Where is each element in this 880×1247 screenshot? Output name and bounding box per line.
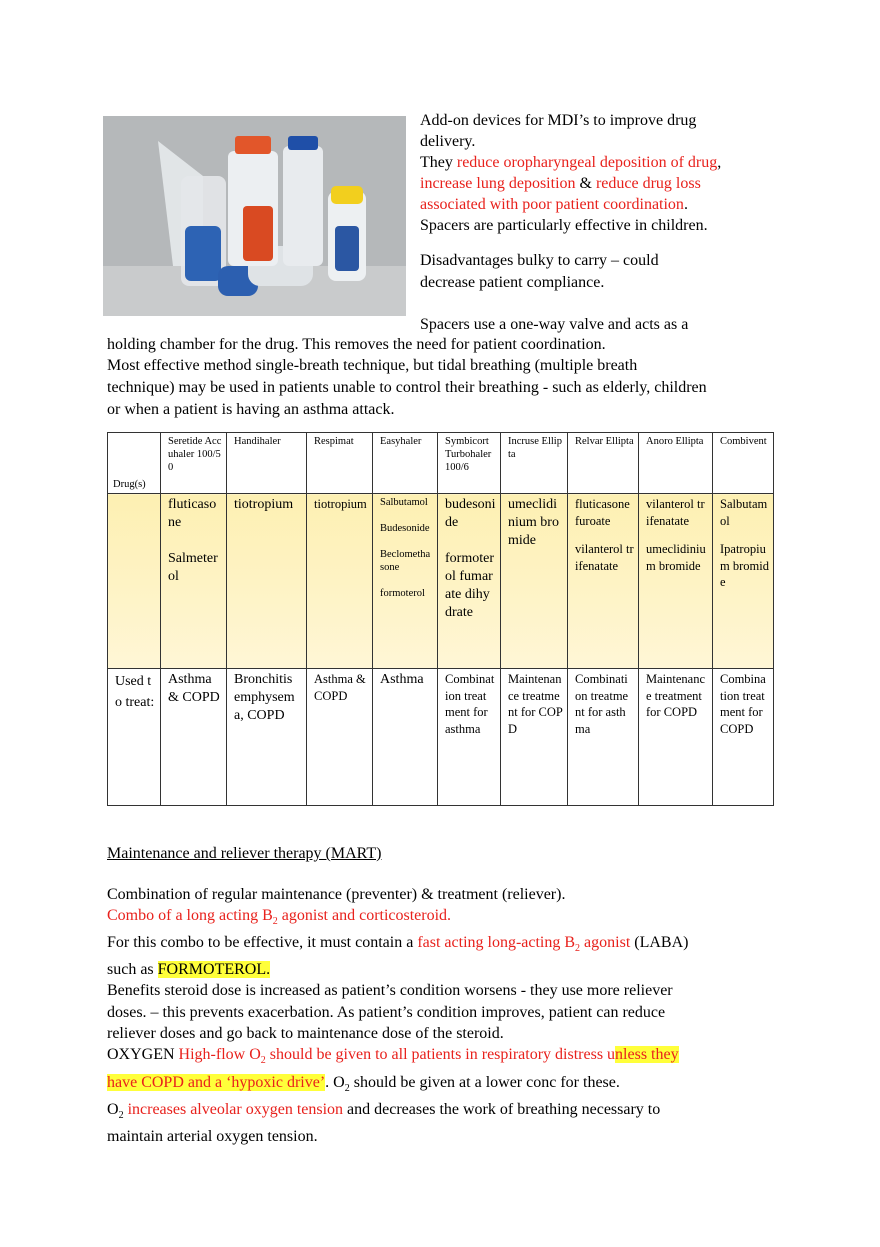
header-cell: Incruse Ellipta bbox=[501, 433, 568, 494]
drug-name: formoterol fumarate dihydrate bbox=[445, 551, 494, 620]
drug-name: Salbutamol bbox=[720, 497, 768, 528]
mart-line-10-red: increases alveolar oxygen tension bbox=[123, 1100, 344, 1118]
spacers-line-4: technique) may be used in patients unable to control their breathing - such as elderly, children bbox=[107, 379, 707, 396]
spacers-line-2: holding chamber for the drug. This removes the need for patient coordination. bbox=[107, 336, 606, 353]
drug-cell bbox=[639, 494, 713, 669]
mart-line-8-highlight: nless they bbox=[615, 1046, 679, 1064]
oxygen-label: OXYGEN bbox=[107, 1046, 179, 1064]
intro-line-1: Add-on devices for MDI’s to improve drug bbox=[420, 112, 697, 129]
spacers-line-1-block bbox=[420, 314, 800, 335]
drug-cell bbox=[438, 494, 501, 669]
used-cell: Asthma & COPD bbox=[307, 669, 373, 806]
spacers-line-5: or when a patient is having an asthma attack. bbox=[107, 401, 395, 418]
drug-name: umeclidinium bromide bbox=[508, 497, 559, 548]
intro-comma: , bbox=[717, 154, 722, 171]
drug-name: Budesonide bbox=[380, 523, 430, 534]
used-cell: Combination treatment for COPD bbox=[713, 669, 774, 806]
mart-line-11: maintain arterial oxygen tension. bbox=[107, 1127, 318, 1145]
inhaler-table bbox=[107, 432, 774, 806]
used-cell: Maintenance treatment for COPD bbox=[639, 669, 713, 806]
mart-line-10 bbox=[107, 1099, 807, 1126]
mart-sub: 2 bbox=[260, 1055, 266, 1067]
intro-line-6: Spacers are particularly effective in children. bbox=[420, 217, 708, 234]
header-cell: Easyhaler bbox=[373, 433, 438, 494]
intro-amp: & bbox=[579, 175, 592, 192]
drug-cell bbox=[227, 494, 307, 669]
drug-name: tiotropium bbox=[314, 497, 367, 511]
intro-line-3 bbox=[420, 152, 790, 173]
table-used-row bbox=[108, 669, 774, 806]
intro-period: . bbox=[683, 196, 688, 213]
mart-sub: 2 bbox=[575, 943, 581, 955]
disadvantages-line-1: Disadvantages bulky to carry – could bbox=[420, 252, 659, 269]
drug-name: fluticasone bbox=[168, 497, 217, 530]
drug-name: formoterol bbox=[380, 588, 425, 599]
mart-line-9b: should be given at a lower conc for these. bbox=[349, 1073, 620, 1091]
spacer-illustration bbox=[103, 116, 406, 316]
mart-line-6: doses. – this prevents exacerbation. As patient’s condition improves, patient can reduce bbox=[107, 1004, 666, 1022]
table-drugs-row bbox=[108, 494, 774, 669]
mart-line-10a: O bbox=[107, 1100, 119, 1118]
header-cell: Combivent bbox=[713, 433, 774, 494]
header-cell: Symbicort Turbohaler 100/6 bbox=[438, 433, 501, 494]
table-header-row bbox=[108, 433, 774, 494]
mart-line-3-red2: agonist bbox=[580, 934, 631, 952]
intro-red-4: associated with poor patient coordination bbox=[420, 196, 684, 213]
spacer-devices-photo bbox=[103, 116, 406, 316]
drug-cell bbox=[501, 494, 568, 669]
mart-line-3 bbox=[107, 932, 807, 959]
drug-name: Beclomethasone bbox=[380, 549, 431, 573]
spacers-line-3: Most effective method single-breath technique, but tidal breathing (multiple breath bbox=[107, 357, 638, 374]
mart-line-3a: For this combo to be effective, it must contain a bbox=[107, 934, 418, 952]
mart-line-3-red: fast acting long-acting B bbox=[417, 934, 576, 952]
header-cell: Anoro Ellipta bbox=[639, 433, 713, 494]
mart-sub: 2 bbox=[272, 916, 278, 928]
used-cell: Asthma bbox=[373, 669, 438, 806]
used-cell: Combination treatment for asthma bbox=[568, 669, 639, 806]
drug-cell bbox=[568, 494, 639, 669]
mart-line-8 bbox=[107, 1044, 807, 1071]
mart-line-7: reliever doses and go back to maintenance dose of the steroid. bbox=[107, 1025, 504, 1043]
drug-name: vilanterol trifenatate bbox=[575, 542, 634, 573]
intro-red-2: increase lung deposition bbox=[420, 175, 576, 192]
intro-line-2: delivery. bbox=[420, 133, 476, 150]
spacers-line-1: Spacers use a one-way valve and acts as a bbox=[420, 316, 689, 333]
mart-line-1: Combination of regular maintenance (preventer) & treatment (reliever). bbox=[107, 886, 566, 903]
mart-sub: 2 bbox=[344, 1082, 350, 1094]
mart-sub: 2 bbox=[118, 1109, 124, 1121]
mart-line-2a: Combo of a long acting B bbox=[107, 907, 273, 924]
drug-cell bbox=[713, 494, 774, 669]
drug-name: budesonide bbox=[445, 497, 496, 530]
drug-name: Ipatropium bromide bbox=[720, 542, 769, 589]
intro-they: They bbox=[420, 154, 453, 171]
header-cell: Seretide Accuhaler 100/50 bbox=[161, 433, 227, 494]
drug-cell bbox=[307, 494, 373, 669]
mart-line-2b: agonist and corticosteroid. bbox=[277, 907, 452, 924]
intro-line-5 bbox=[420, 194, 790, 215]
intro-red-1: reduce oropharyngeal deposition of drug bbox=[456, 154, 718, 171]
mart-body bbox=[107, 884, 807, 1147]
mart-line-9 bbox=[107, 1072, 807, 1099]
mart-line-8-red2: should be given to all patients in respiratory distress u bbox=[265, 1046, 616, 1064]
header-cell: Relvar Ellipta bbox=[568, 433, 639, 494]
drug-name: tiotropium bbox=[234, 497, 294, 512]
mart-line-4 bbox=[107, 959, 807, 980]
drugs-row-label-empty bbox=[108, 494, 161, 669]
used-cell: Combination treatment for asthma bbox=[438, 669, 501, 806]
used-cell: Maintenance treatment for COPD bbox=[501, 669, 568, 806]
mart-line-2 bbox=[107, 905, 807, 932]
drug-cell bbox=[161, 494, 227, 669]
header-drugs-label: Drug(s) bbox=[108, 433, 161, 494]
intro-line-4 bbox=[420, 173, 790, 194]
header-cell: Respimat bbox=[307, 433, 373, 494]
drug-name: umeclidinium bromide bbox=[646, 542, 706, 573]
mart-heading-text: Maintenance and reliever therapy (MART) bbox=[107, 845, 382, 862]
mart-line-3b: (LABA) bbox=[630, 934, 689, 952]
used-cell: Bronchitis emphysema, COPD bbox=[227, 669, 307, 806]
intro-red-3: reduce drug loss bbox=[595, 175, 701, 192]
mart-line-9-highlight: have COPD and a ‘hypoxic drive’ bbox=[107, 1073, 326, 1091]
disadvantages-paragraph bbox=[420, 250, 790, 294]
disadvantages-line-2: decrease patient compliance. bbox=[420, 274, 605, 291]
mart-line-9a: . O bbox=[325, 1073, 345, 1091]
spacers-paragraph bbox=[107, 334, 787, 420]
drug-name: Salbutamol bbox=[380, 497, 428, 508]
used-cell: Asthma & COPD bbox=[161, 669, 227, 806]
mart-line-10b: and decreases the work of breathing necessary to bbox=[343, 1100, 661, 1118]
drug-name: vilanterol trifenatate bbox=[646, 497, 705, 528]
mart-line-8-red: High-flow O bbox=[178, 1046, 261, 1064]
drug-name: fluticasone furoate bbox=[575, 497, 630, 528]
drug-cell bbox=[373, 494, 438, 669]
mart-line-5: Benefits steroid dose is increased as patient’s condition worsens - they use more reliever bbox=[107, 982, 673, 1000]
formoterol-highlight: FORMOTEROL. bbox=[157, 961, 271, 979]
drug-name: Salmeterol bbox=[168, 551, 218, 584]
used-to-treat-label: Used to treat: bbox=[108, 669, 161, 806]
mart-line-4a: such as bbox=[107, 961, 158, 979]
intro-paragraph bbox=[420, 110, 790, 236]
mart-heading bbox=[107, 843, 403, 864]
header-cell: Handihaler bbox=[227, 433, 307, 494]
